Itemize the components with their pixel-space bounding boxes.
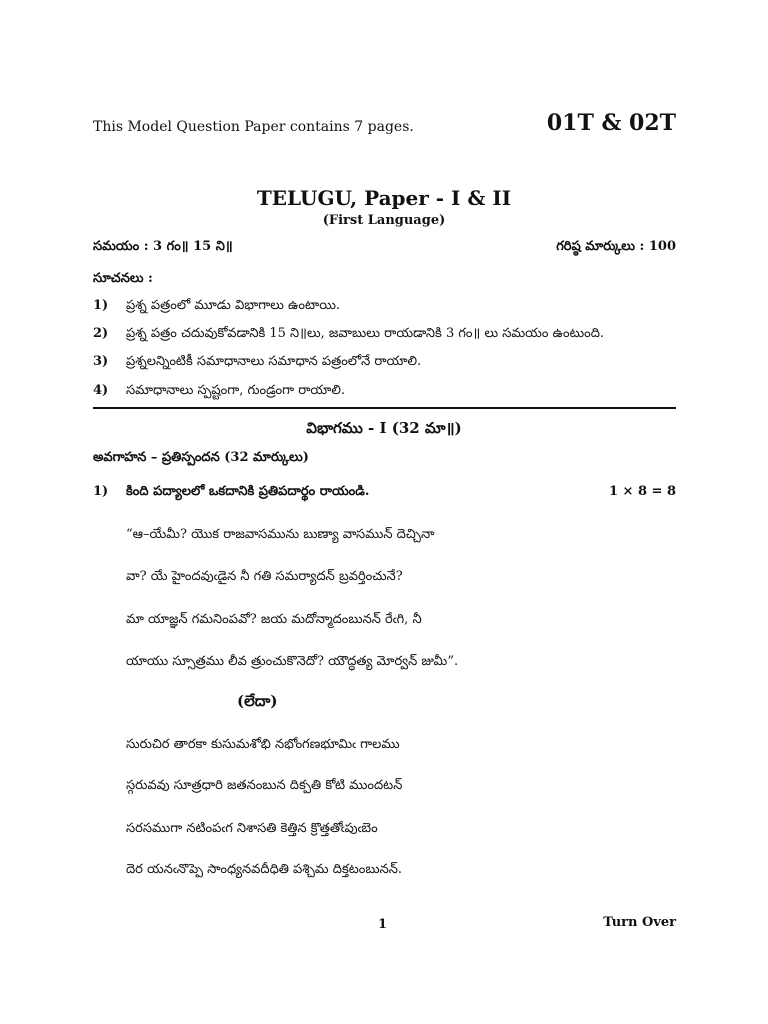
poem-line: మా యాజ్ఞన్ గమనింపవో? జయ మదోన్మాదంబునన్ రేఁగి, నీ [126,612,422,627]
section-heading: విభాగము - I (32 మా॥) [306,419,462,437]
page-number: 1 [378,917,388,932]
question-1 [93,484,369,502]
instruction-number: 2) [93,326,109,341]
question-1-marks: 1 × 8 = 8 [608,484,676,499]
poem-line: “ఆ–యేమీ? యొక రాజవాసమును బుణ్యా వాసమున్ దెచ్చినా [126,527,435,542]
or-separator: (లేదా) [237,692,278,710]
instruction-number: 4) [93,383,109,398]
instruction-text: ప్రశ్నలన్నింటికీ సమాధానాలు సమాధాన పత్రంలోనే రాయాలి. [126,354,422,369]
instruction-item [93,383,683,401]
instruction-item [93,354,683,372]
poem-line: దెర యనఁనొప్పె సాంధ్యనవదీధితి పశ్చిమ దిక్తటంబునన్. [126,862,403,877]
poem-line: వా? యే హైందవుఁడైన నీ గతి సమర్యాదన్ బ్రవర్తించునే? [126,569,403,584]
instruction-number: 3) [93,354,109,369]
instruction-number: 1) [93,298,109,313]
paper-title: TELUGU, Paper - I & II [256,186,512,210]
question-number: 1) [93,484,109,499]
instruction-text: ప్రశ్న పత్రం చదువుకోవడానికి 15 ని॥లు, జవాబులు రాయడానికి 3 గం॥ లు సమయం ఉంటుంది. [126,326,605,341]
poem-line: స్గరువవు సూత్రధారి జతనంబున దిక్పతి కోటి ముందటన్ [126,778,403,793]
turn-over-note: Turn Over [603,915,676,930]
instruction-text: సమాధానాలు స్పష్టంగా, గుండ్రంగా రాయాలి. [126,383,345,398]
instruction-text: ప్రశ్న పత్రంలో మూడు విభాగాలు ఉంటాయి. [126,298,341,313]
paper-subtitle: (First Language) [322,213,446,228]
poem-line: సరసముగా నటింపఁగ నిశాసతి కెత్తిన క్రొత్తతోఁపుఁబెం [126,821,378,836]
instruction-item [93,326,683,344]
question-text: కింది పద్యాలలో ఒకదానికి ప్రతిపదార్థం రాయండి. [126,484,370,499]
time-allowed: సమయం : 3 గం॥ 15 ని॥ [93,239,233,254]
instructions-heading: సూచనలు : [93,271,153,286]
paper-code: 01T & 02T [546,110,676,136]
section-subheading: అవగాహన – ప్రతిస్పందన (32 మార్కులు) [93,450,309,465]
poem-line: యాయు స్సూత్రము లీవ త్రుంచుకొనెదో? యౌద్ధత్య మోర్వన్ జుమీ”. [126,654,459,669]
instruction-item [93,298,683,316]
max-marks: గరిష్ఠ మార్కులు : 100 [556,239,676,254]
poem-line: సురుచిర తారకా కుసుమశోభి నభోంగణభూమిఁ గాలము [126,737,400,752]
section-divider [93,407,676,409]
page-count-note: This Model Question Paper contains 7 pages. [93,119,414,135]
